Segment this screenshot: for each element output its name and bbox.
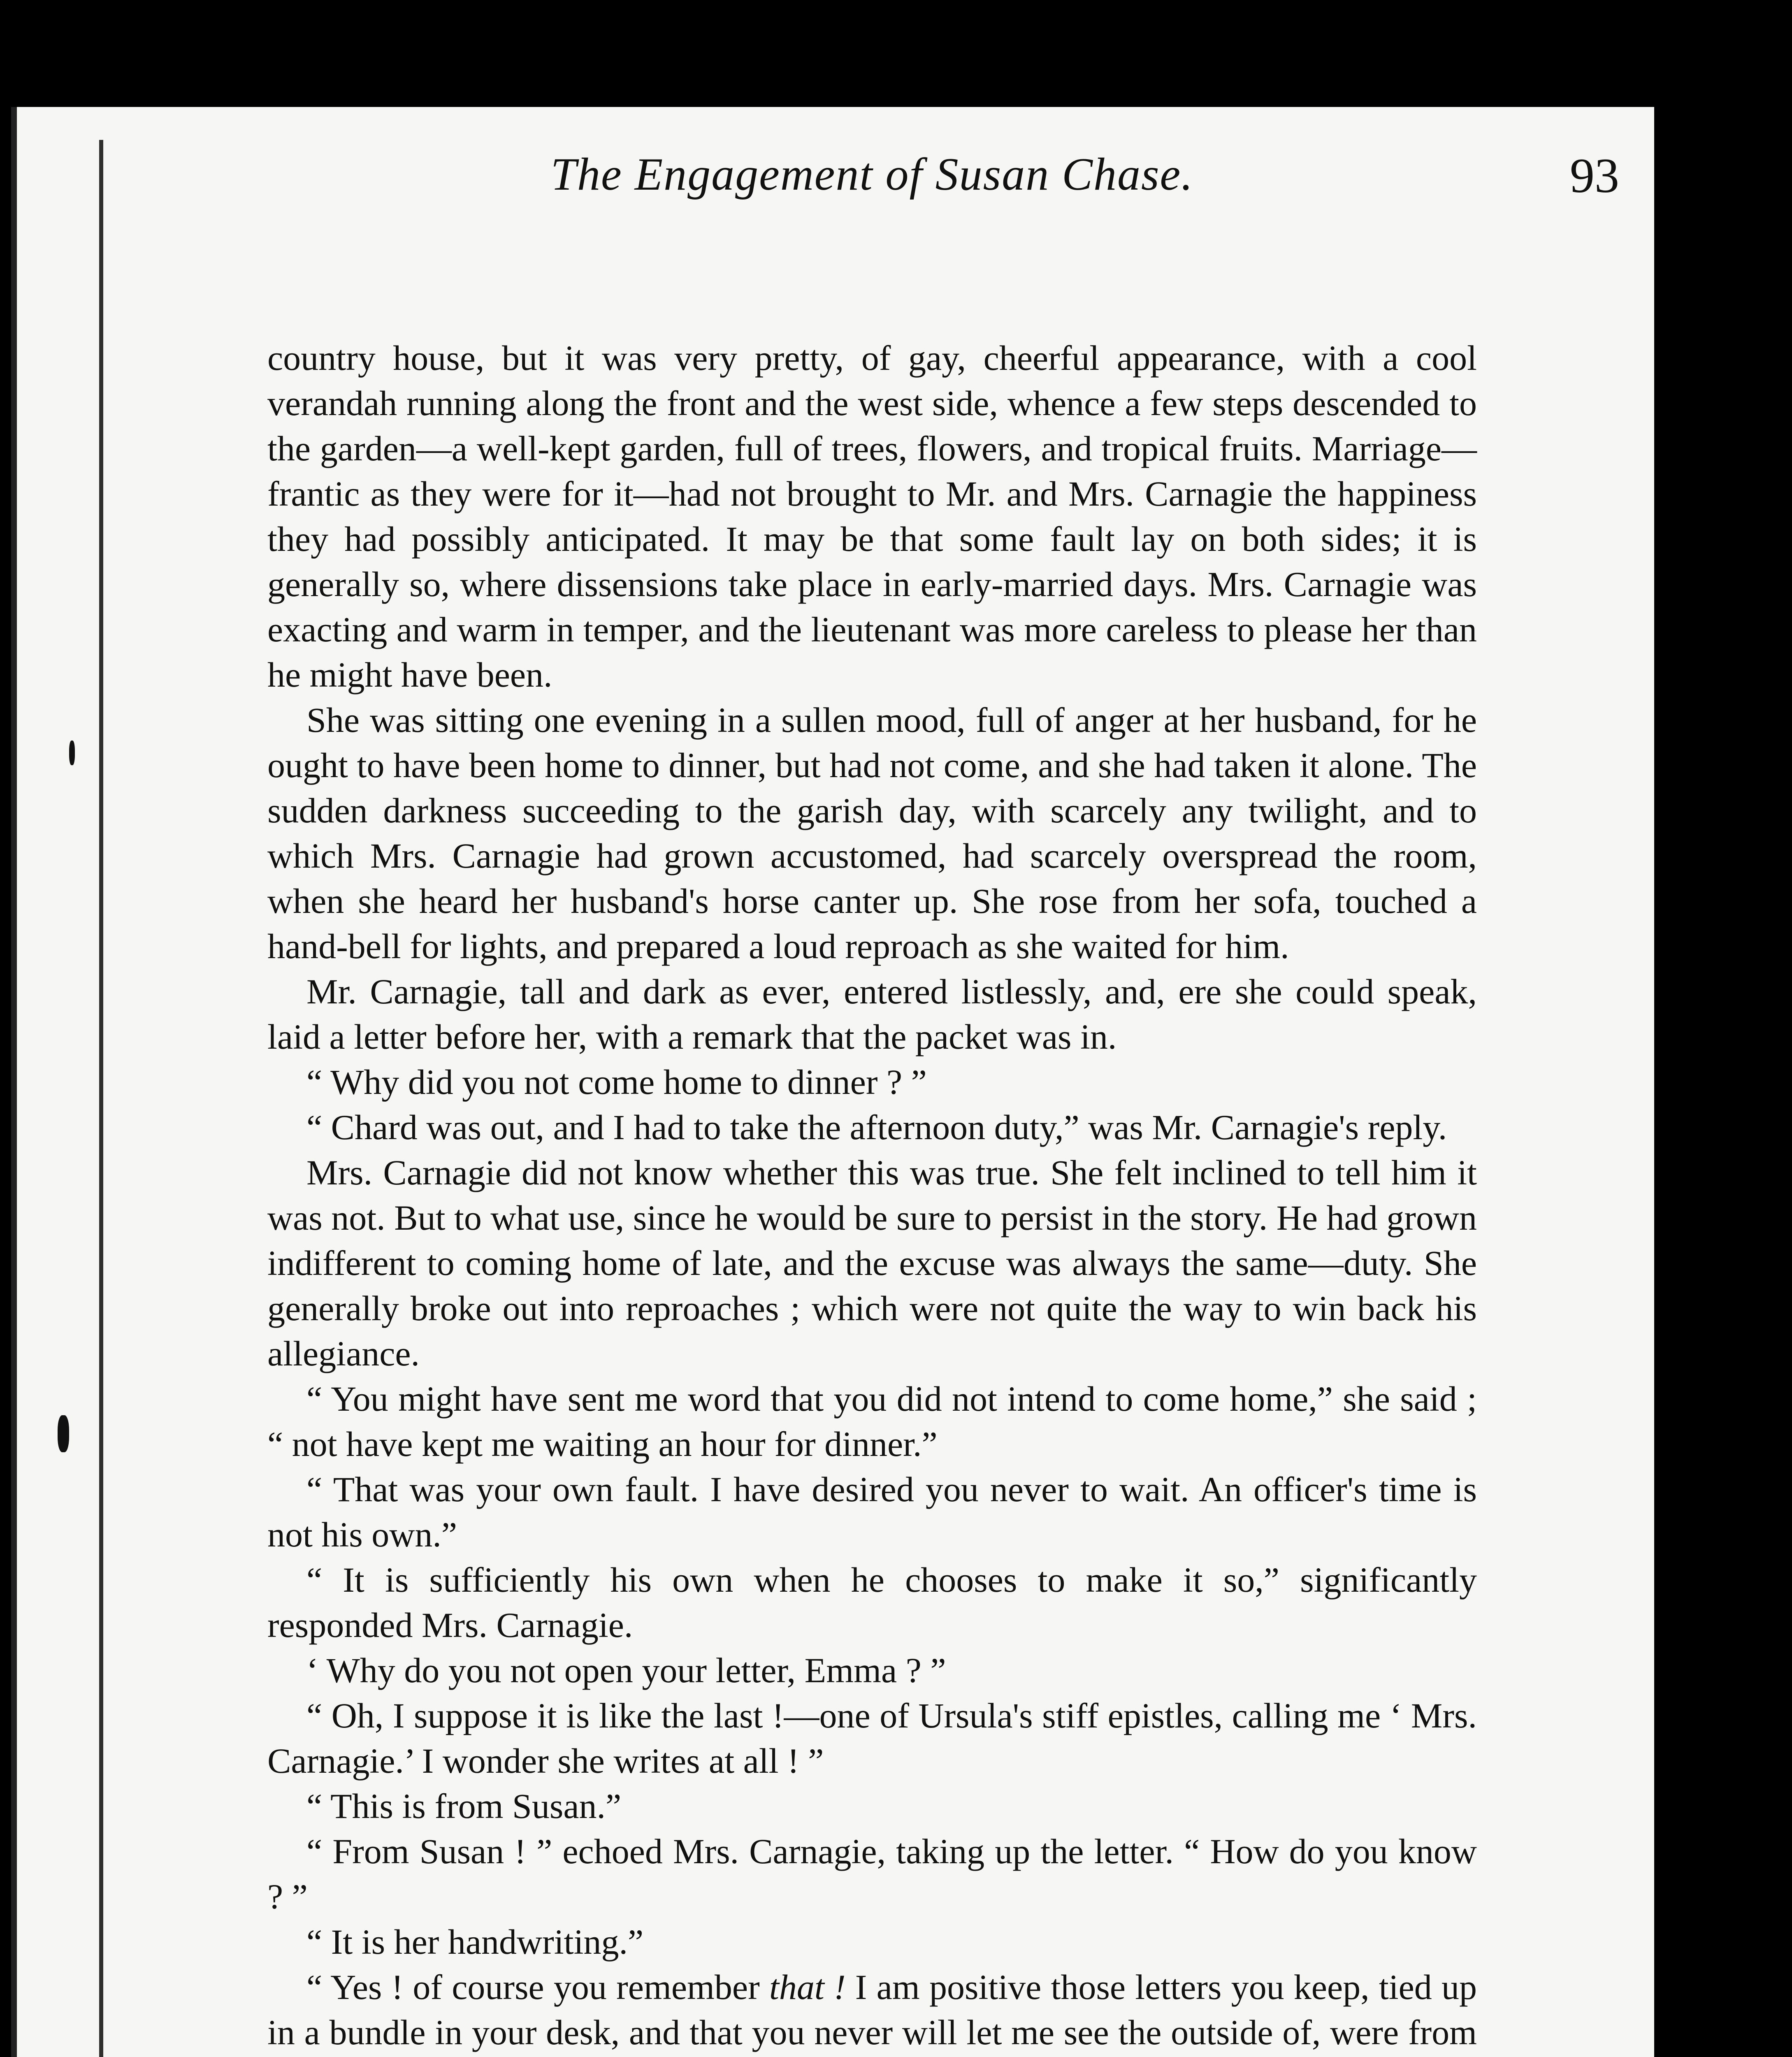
scan-speck (69, 741, 75, 765)
paragraph: “ This is from Susan.” (306, 1786, 622, 1826)
scan-speck (58, 1415, 69, 1452)
paragraph-final (267, 1964, 1477, 2057)
paragraph: “ That was your own fault. I have desired you never to wait. An officer's time is not his own.” (267, 1470, 1477, 1554)
paragraph: She was sitting one evening in a sullen mood, full of anger at her husband, for he ought to have been home to dinner, but had not come, and she had taken it alone. The sudden darkness succeeding to the garish day, with scarcely any twilight, and to which Mrs. Carnagie had grown accustomed, had scarcely overspread the room, when she heard her husband's horse canter up. She rose from her sofa, touched a hand-bell for lights, and prepared a loud reproach as she waited for him. (267, 700, 1477, 966)
emphasis-text: that ! (769, 1967, 846, 2007)
paragraph: “ From Susan ! ” echoed Mrs. Carnagie, taking up the letter. “ How do you know ? ” (267, 1832, 1477, 1916)
paragraph-text: I am positive those letters you keep, tied up in a bundle in your desk, and that you never will let me see the outside of, were from (267, 1967, 1477, 2052)
paragraph: “ It is her handwriting.” (306, 1922, 644, 1962)
paragraph-text: “ Yes ! of course you remember (306, 1967, 769, 2007)
page-body (267, 335, 1477, 2057)
running-title: The Engagement of Susan Chase. (550, 149, 1194, 200)
paragraph: ‘ Why do you not open your letter, Emma ? ” (306, 1651, 946, 1690)
paragraph: “ Chard was out, and I had to take the afternoon duty,” was Mr. Carnagie's reply. (306, 1107, 1447, 1147)
paragraph: “ Oh, I suppose it is like the last !—one of Ursula's stiff epistles, calling me ‘ Mrs. Carnagie.’ I wonder she writes at all ! ” (267, 1696, 1477, 1781)
page-number: 93 (1570, 148, 1619, 203)
paragraph: country house, but it was very pretty, of gay, cheerful appearance, with a cool verandah running along the front and the west side, whence a few steps descended to the garden—a well-kept garden, full of trees, flowers, and tropical fruits. Marriage—frantic as they were for it—had not brought to Mr. and Mrs. Carnagie the happiness they had possibly anticipated. It may be that some fault lay on both sides; it is generally so, where dissensions take place in early-married days. Mrs. Carnagie was exacting and warm in temper, and the lieutenant was more careless to please her than he might have been. (267, 338, 1477, 694)
paragraph: “ Why did you not come home to dinner ? ” (306, 1062, 927, 1102)
paragraph: Mrs. Carnagie did not know whether this was true. She felt inclined to tell him it was not. But to what use, since he would be sure to persist in the story. He had grown indifferent to coming home of late, and the excuse was always the same—duty. She generally broke out into reproaches ; which were not quite the way to win back his allegiance. (267, 1153, 1477, 1373)
binding-gutter (99, 140, 103, 2057)
paragraph: “ You might have sent me word that you did not intend to come home,” she said ; “ not have kept me waiting an hour for dinner.” (267, 1379, 1477, 1464)
paragraph: “ It is sufficiently his own when he chooses to make it so,” significantly responded Mrs. Carnagie. (267, 1560, 1477, 1645)
paragraph: Mr. Carnagie, tall and dark as ever, entered listlessly, and, ere she could speak, laid a letter before her, with a remark that the packet was in. (267, 972, 1477, 1056)
